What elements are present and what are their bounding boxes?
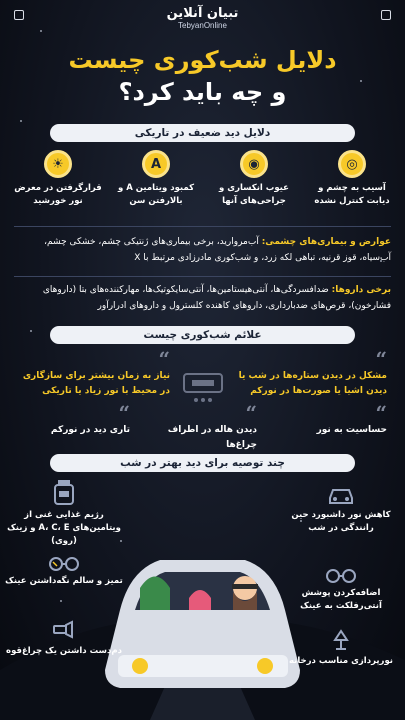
- sign-item: [147, 401, 257, 453]
- sign-item: [20, 401, 130, 438]
- page-title: [20, 44, 385, 108]
- quote-icon: “: [158, 347, 170, 371]
- glasses-icon: [325, 566, 357, 584]
- sign-label: نیاز به زمان بیشتر برای سازگاری در محیط با نور زیاد یا تاریکی: [22, 371, 170, 396]
- quote-icon: “: [118, 401, 130, 425]
- sign-label: حساسیت به نور: [316, 425, 387, 435]
- cause-label: قرارگرفتن در معرض نور خورشید: [14, 183, 102, 206]
- tip-label: کاهش نور داشبورد حین رانندگی در شب: [291, 510, 391, 533]
- tip-item: [4, 554, 124, 588]
- tip-label: رژیم غذایی غنی از ویتامین‌های A، C، E و زینک (روی): [7, 510, 121, 546]
- eye-surgery-icon: ◉: [240, 150, 268, 178]
- tip-label: اضافه‌کردن پوشش آنتی‌رفلکت به عینک: [300, 588, 382, 611]
- cause-label: کمبود ویتامین A و بالارفتن سن: [117, 183, 195, 206]
- diseases-label: عوارض و بیماری‌های چشمی:: [261, 237, 391, 247]
- sign-item: [237, 347, 387, 399]
- tip-label: نورپردازی مناسب درخانه: [289, 656, 393, 666]
- quote-icon: “: [375, 401, 387, 425]
- lamp-icon: [329, 628, 353, 652]
- tip-item: [281, 566, 401, 613]
- tip-label: تمیز و سالم نگه‌داشتن عینک: [5, 576, 123, 586]
- sign-item: [20, 347, 170, 399]
- flashlight-icon: [51, 616, 77, 642]
- cause-item: [307, 150, 397, 208]
- vitamin-a-icon: A: [142, 150, 170, 178]
- brand-latin: TebyanOnline: [178, 21, 227, 30]
- tip-item: [281, 628, 401, 668]
- tips-section-title: چند توصیه برای دید بهتر در شب: [50, 454, 355, 472]
- drugs-paragraph: [14, 282, 391, 314]
- drugs-label: برخی داروها:: [331, 285, 391, 295]
- title-line-2: و چه باید کرد؟: [118, 78, 287, 106]
- tip-item: [281, 484, 401, 535]
- tip-item: [4, 478, 124, 548]
- diseases-text: آب‌مروارید، برخی بیماری‌های ژنتیکی چشم، خشکی چشم، آب‌سیاه، قوز قرنیه، تباهی لکه زرد، و شب‌کوری مادرزادی مرتبط با X: [44, 237, 391, 263]
- brand-name: تبیان آنلاین: [166, 6, 239, 21]
- sign-label: تاری دید در نورکم: [50, 425, 130, 435]
- quote-icon: “: [245, 401, 257, 425]
- brand-logo: [0, 6, 405, 30]
- causes-section-title: دلایل دید ضعیف در تاریکی: [50, 124, 355, 142]
- sign-label: مشکل در دیدن ستاره‌ها در شب یا دیدن اشیا یا صورت‌ها در نورکم: [238, 371, 387, 396]
- sign-label: دیدن هاله در اطراف چراغ‌ها: [167, 425, 257, 450]
- cause-item: [111, 150, 201, 208]
- glasses-clean-icon: [48, 554, 80, 572]
- damaged-eye-icon: ◎: [338, 150, 366, 178]
- diseases-paragraph: [14, 234, 391, 266]
- divider: [14, 226, 391, 227]
- tip-item: [4, 616, 124, 658]
- car-dashboard-icon: [326, 484, 356, 506]
- cause-label: عیوب انکساری و جراحی‌های آنها: [219, 183, 289, 206]
- signs-section-title: علائم شب‌کوری چیست: [50, 326, 355, 344]
- vitamin-bottle-icon: [51, 478, 77, 506]
- quote-icon: “: [375, 347, 387, 371]
- drugs-text: ضدافسردگی‌ها، آنتی‌هیستامین‌ها، آنتی‌سایکوتیک‌ها، مهارکننده‌های بتا (داروهای فشارخون)، قرص‌های ضدبارداری، داروهای کاهنده کلسترول و داروهای ادرارآور: [42, 285, 391, 311]
- cause-label: آسیب به چشم و دیابت کنترل نشده: [314, 183, 390, 206]
- cause-item: [209, 150, 299, 208]
- sign-item: [277, 401, 387, 438]
- cause-item: [13, 150, 103, 208]
- divider: [14, 276, 391, 277]
- tip-label: دم‌دست داشتن یک چراغ‌قوه: [6, 646, 122, 656]
- title-line-1: دلایل شب‌کوری چیست: [68, 46, 337, 74]
- sun-icon: ☀: [44, 150, 72, 178]
